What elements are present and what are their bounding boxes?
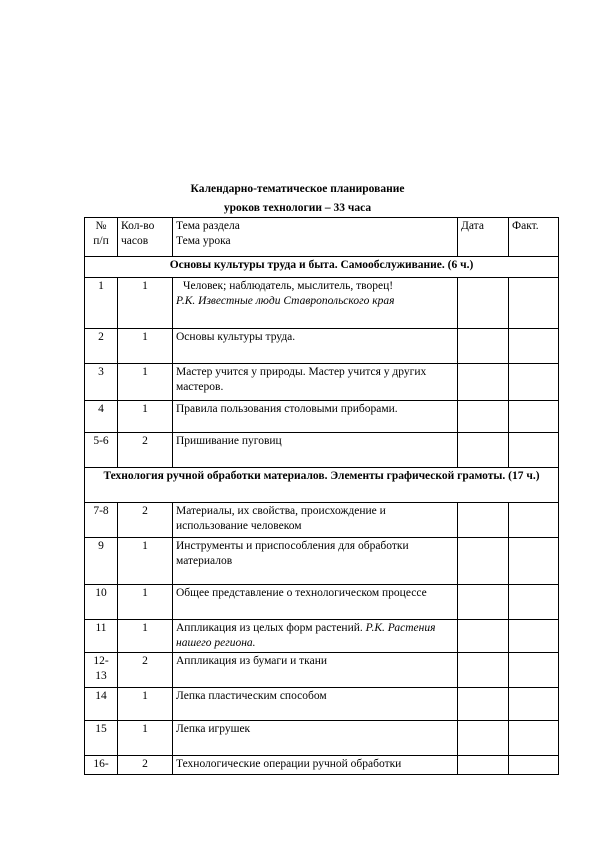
row-topic — [173, 620, 458, 653]
row-date — [458, 620, 509, 653]
section-row — [85, 257, 559, 278]
row-date — [458, 721, 509, 756]
row-hours: 1 — [118, 364, 173, 401]
row-num: 1 — [85, 278, 118, 329]
title-block — [0, 180, 595, 217]
row-topic: Инструменты и приспособления для обработки материалов — [173, 538, 458, 585]
header-num-line2: п/п — [93, 235, 109, 247]
row-topic: Основы культуры труда. — [173, 329, 458, 364]
row-hours: 1 — [118, 401, 173, 433]
table-row — [85, 503, 559, 538]
table-row — [85, 278, 559, 329]
header-topic — [173, 218, 458, 257]
row-num-line1: 12- — [93, 655, 109, 667]
row-fact — [509, 756, 559, 775]
row-fact — [509, 278, 559, 329]
row-date — [458, 688, 509, 721]
row-num-line2: 13 — [95, 670, 107, 682]
row-date — [458, 538, 509, 585]
header-num-line1: № — [95, 220, 107, 232]
row-date — [458, 433, 509, 468]
row-hours: 1 — [118, 278, 173, 329]
table-row — [85, 721, 559, 756]
row-num — [85, 653, 118, 688]
row-num: 11 — [85, 620, 118, 653]
row-num: 10 — [85, 585, 118, 620]
row-hours: 1 — [118, 329, 173, 364]
row-topic-text: Аппликация из целых форм растений. — [176, 622, 363, 634]
row-date — [458, 585, 509, 620]
row-num: 4 — [85, 401, 118, 433]
section-title-1: Основы культуры труда и быта. Самообслуживание. (6 ч.) — [85, 257, 559, 278]
table-row — [85, 538, 559, 585]
section-row — [85, 468, 559, 503]
table-row — [85, 585, 559, 620]
row-date — [458, 364, 509, 401]
row-fact — [509, 433, 559, 468]
row-num: 3 — [85, 364, 118, 401]
table-header-row — [85, 218, 559, 257]
row-fact — [509, 585, 559, 620]
row-date — [458, 503, 509, 538]
row-topic-italic: Р.К. Известные люди Ставропольского края — [176, 295, 395, 307]
header-fact: Факт. — [509, 218, 559, 257]
row-fact — [509, 364, 559, 401]
row-date — [458, 756, 509, 775]
table-row — [85, 653, 559, 688]
row-num: 15 — [85, 721, 118, 756]
row-fact — [509, 688, 559, 721]
row-fact — [509, 401, 559, 433]
table-row — [85, 401, 559, 433]
row-topic: Лепка пластическим способом — [173, 688, 458, 721]
table-row — [85, 756, 559, 775]
row-hours: 1 — [118, 721, 173, 756]
row-num: 5-6 — [85, 433, 118, 468]
table-row — [85, 688, 559, 721]
row-topic: Материалы, их свойства, происхождение и использование человеком — [173, 503, 458, 538]
row-fact — [509, 503, 559, 538]
row-topic: Технологические операции ручной обработки — [173, 756, 458, 775]
table-row — [85, 329, 559, 364]
row-topic: Лепка игрушек — [173, 721, 458, 756]
row-hours: 2 — [118, 756, 173, 775]
row-hours: 2 — [118, 653, 173, 688]
row-hours: 1 — [118, 688, 173, 721]
row-fact — [509, 538, 559, 585]
row-fact — [509, 653, 559, 688]
row-hours: 1 — [118, 620, 173, 653]
row-topic-text: Человек; наблюдатель, мыслитель, творец! — [183, 280, 394, 292]
header-hours-line1: Кол-во — [121, 220, 155, 232]
header-topic-line1: Тема раздела — [176, 220, 240, 232]
row-num: 7-8 — [85, 503, 118, 538]
lesson-plan-table — [84, 217, 559, 775]
document-title: Календарно-тематическое планирование — [190, 183, 405, 195]
header-hours — [118, 218, 173, 257]
table-row — [85, 364, 559, 401]
document-subtitle: уроков технологии – 33 часа — [223, 202, 372, 214]
row-num: 9 — [85, 538, 118, 585]
row-topic-italic: Р.К. Растения нашего региона. — [176, 622, 436, 649]
header-topic-line2: Тема урока — [176, 235, 231, 247]
header-date: Дата — [458, 218, 509, 257]
row-hours: 1 — [118, 585, 173, 620]
row-date — [458, 329, 509, 364]
row-topic: Правила пользования столовыми приборами. — [173, 401, 458, 433]
row-fact — [509, 620, 559, 653]
row-fact — [509, 329, 559, 364]
row-topic: Мастер учится у природы. Мастер учится у других мастеров. — [173, 364, 458, 401]
table-row — [85, 620, 559, 653]
header-num — [85, 218, 118, 257]
section-title-2: Технология ручной обработки материалов. Элементы графической грамоты. (17 ч.) — [85, 468, 559, 503]
row-num: 16- — [85, 756, 118, 775]
row-topic — [173, 278, 458, 329]
row-topic: Аппликация из бумаги и ткани — [173, 653, 458, 688]
row-date — [458, 401, 509, 433]
row-hours: 2 — [118, 433, 173, 468]
row-hours: 1 — [118, 538, 173, 585]
row-fact — [509, 721, 559, 756]
row-num: 14 — [85, 688, 118, 721]
row-topic: Пришивание пуговиц — [173, 433, 458, 468]
row-date — [458, 653, 509, 688]
header-hours-line2: часов — [121, 235, 149, 247]
table-row — [85, 433, 559, 468]
row-topic: Общее представление о технологическом процессе — [173, 585, 458, 620]
row-hours: 2 — [118, 503, 173, 538]
row-date — [458, 278, 509, 329]
row-num: 2 — [85, 329, 118, 364]
